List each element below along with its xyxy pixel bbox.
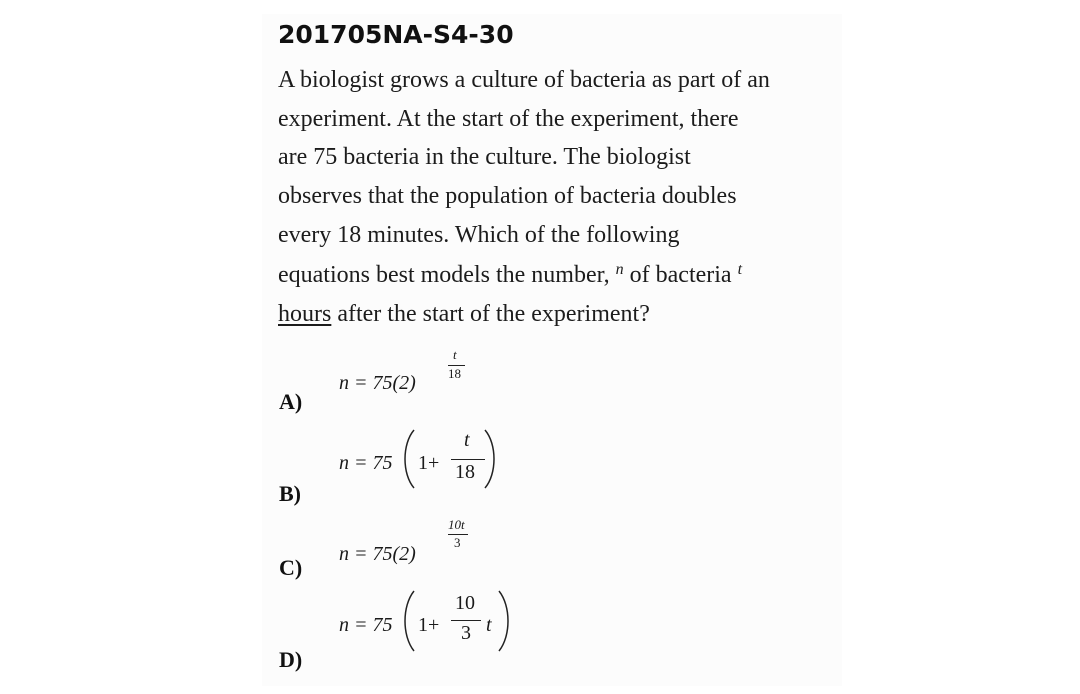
question-line-7	[278, 300, 650, 328]
choice-b-right-paren	[483, 428, 499, 490]
choice-d-tail-variable: t	[486, 614, 492, 636]
choice-b-denominator: 18	[455, 461, 475, 483]
question-line-5: every 18 minutes. Which of the following	[278, 222, 680, 248]
choice-a-equation: n = 75(2)	[339, 372, 416, 394]
choice-b-equation: n = 75	[339, 452, 393, 474]
choice-a-exponent-denominator: 18	[448, 366, 461, 381]
choice-d-denominator: 3	[461, 622, 471, 644]
choice-b-numerator: t	[464, 429, 470, 451]
question-line-4: observes that the population of bacteria doubles	[278, 183, 737, 209]
question-line-6	[278, 261, 742, 292]
question-id: 201705NA-S4-30	[278, 20, 514, 49]
question-line-6-mid: of bacteria	[629, 262, 732, 288]
question-line-6-text: equations best models the number,	[278, 262, 610, 288]
choice-b-left-paren	[400, 428, 416, 490]
choice-b-label[interactable]: B)	[279, 481, 301, 506]
choice-d-right-paren	[497, 589, 513, 653]
choice-c-equation: n = 75(2)	[339, 543, 416, 565]
variable-n: n	[615, 261, 624, 278]
choice-a-label[interactable]: A)	[279, 389, 303, 414]
hours-underlined: hours	[278, 301, 332, 327]
question-line-7-rest: after the start of the experiment?	[337, 301, 650, 327]
choice-d-numerator: 10	[455, 592, 475, 614]
choice-d-inner: 1+	[418, 614, 440, 636]
choice-c-label[interactable]: C)	[279, 555, 303, 580]
choice-a-exponent-numerator: t	[453, 347, 457, 362]
choice-b-inner: 1+	[418, 452, 440, 474]
choice-d-equation: n = 75	[339, 614, 393, 636]
choice-c-exponent-numerator: 10t	[448, 517, 465, 532]
choice-d-left-paren	[400, 589, 416, 653]
choice-c-exponent-denominator: 3	[454, 535, 461, 550]
question-line-2: experiment. At the start of the experiment, there	[278, 106, 739, 132]
variable-t: t	[737, 261, 743, 278]
question-line-3: are 75 bacteria in the culture. The biologist	[278, 144, 691, 170]
question-line-1: A biologist grows a culture of bacteria as part of an	[278, 67, 770, 93]
choice-d-label[interactable]: D)	[279, 647, 303, 672]
